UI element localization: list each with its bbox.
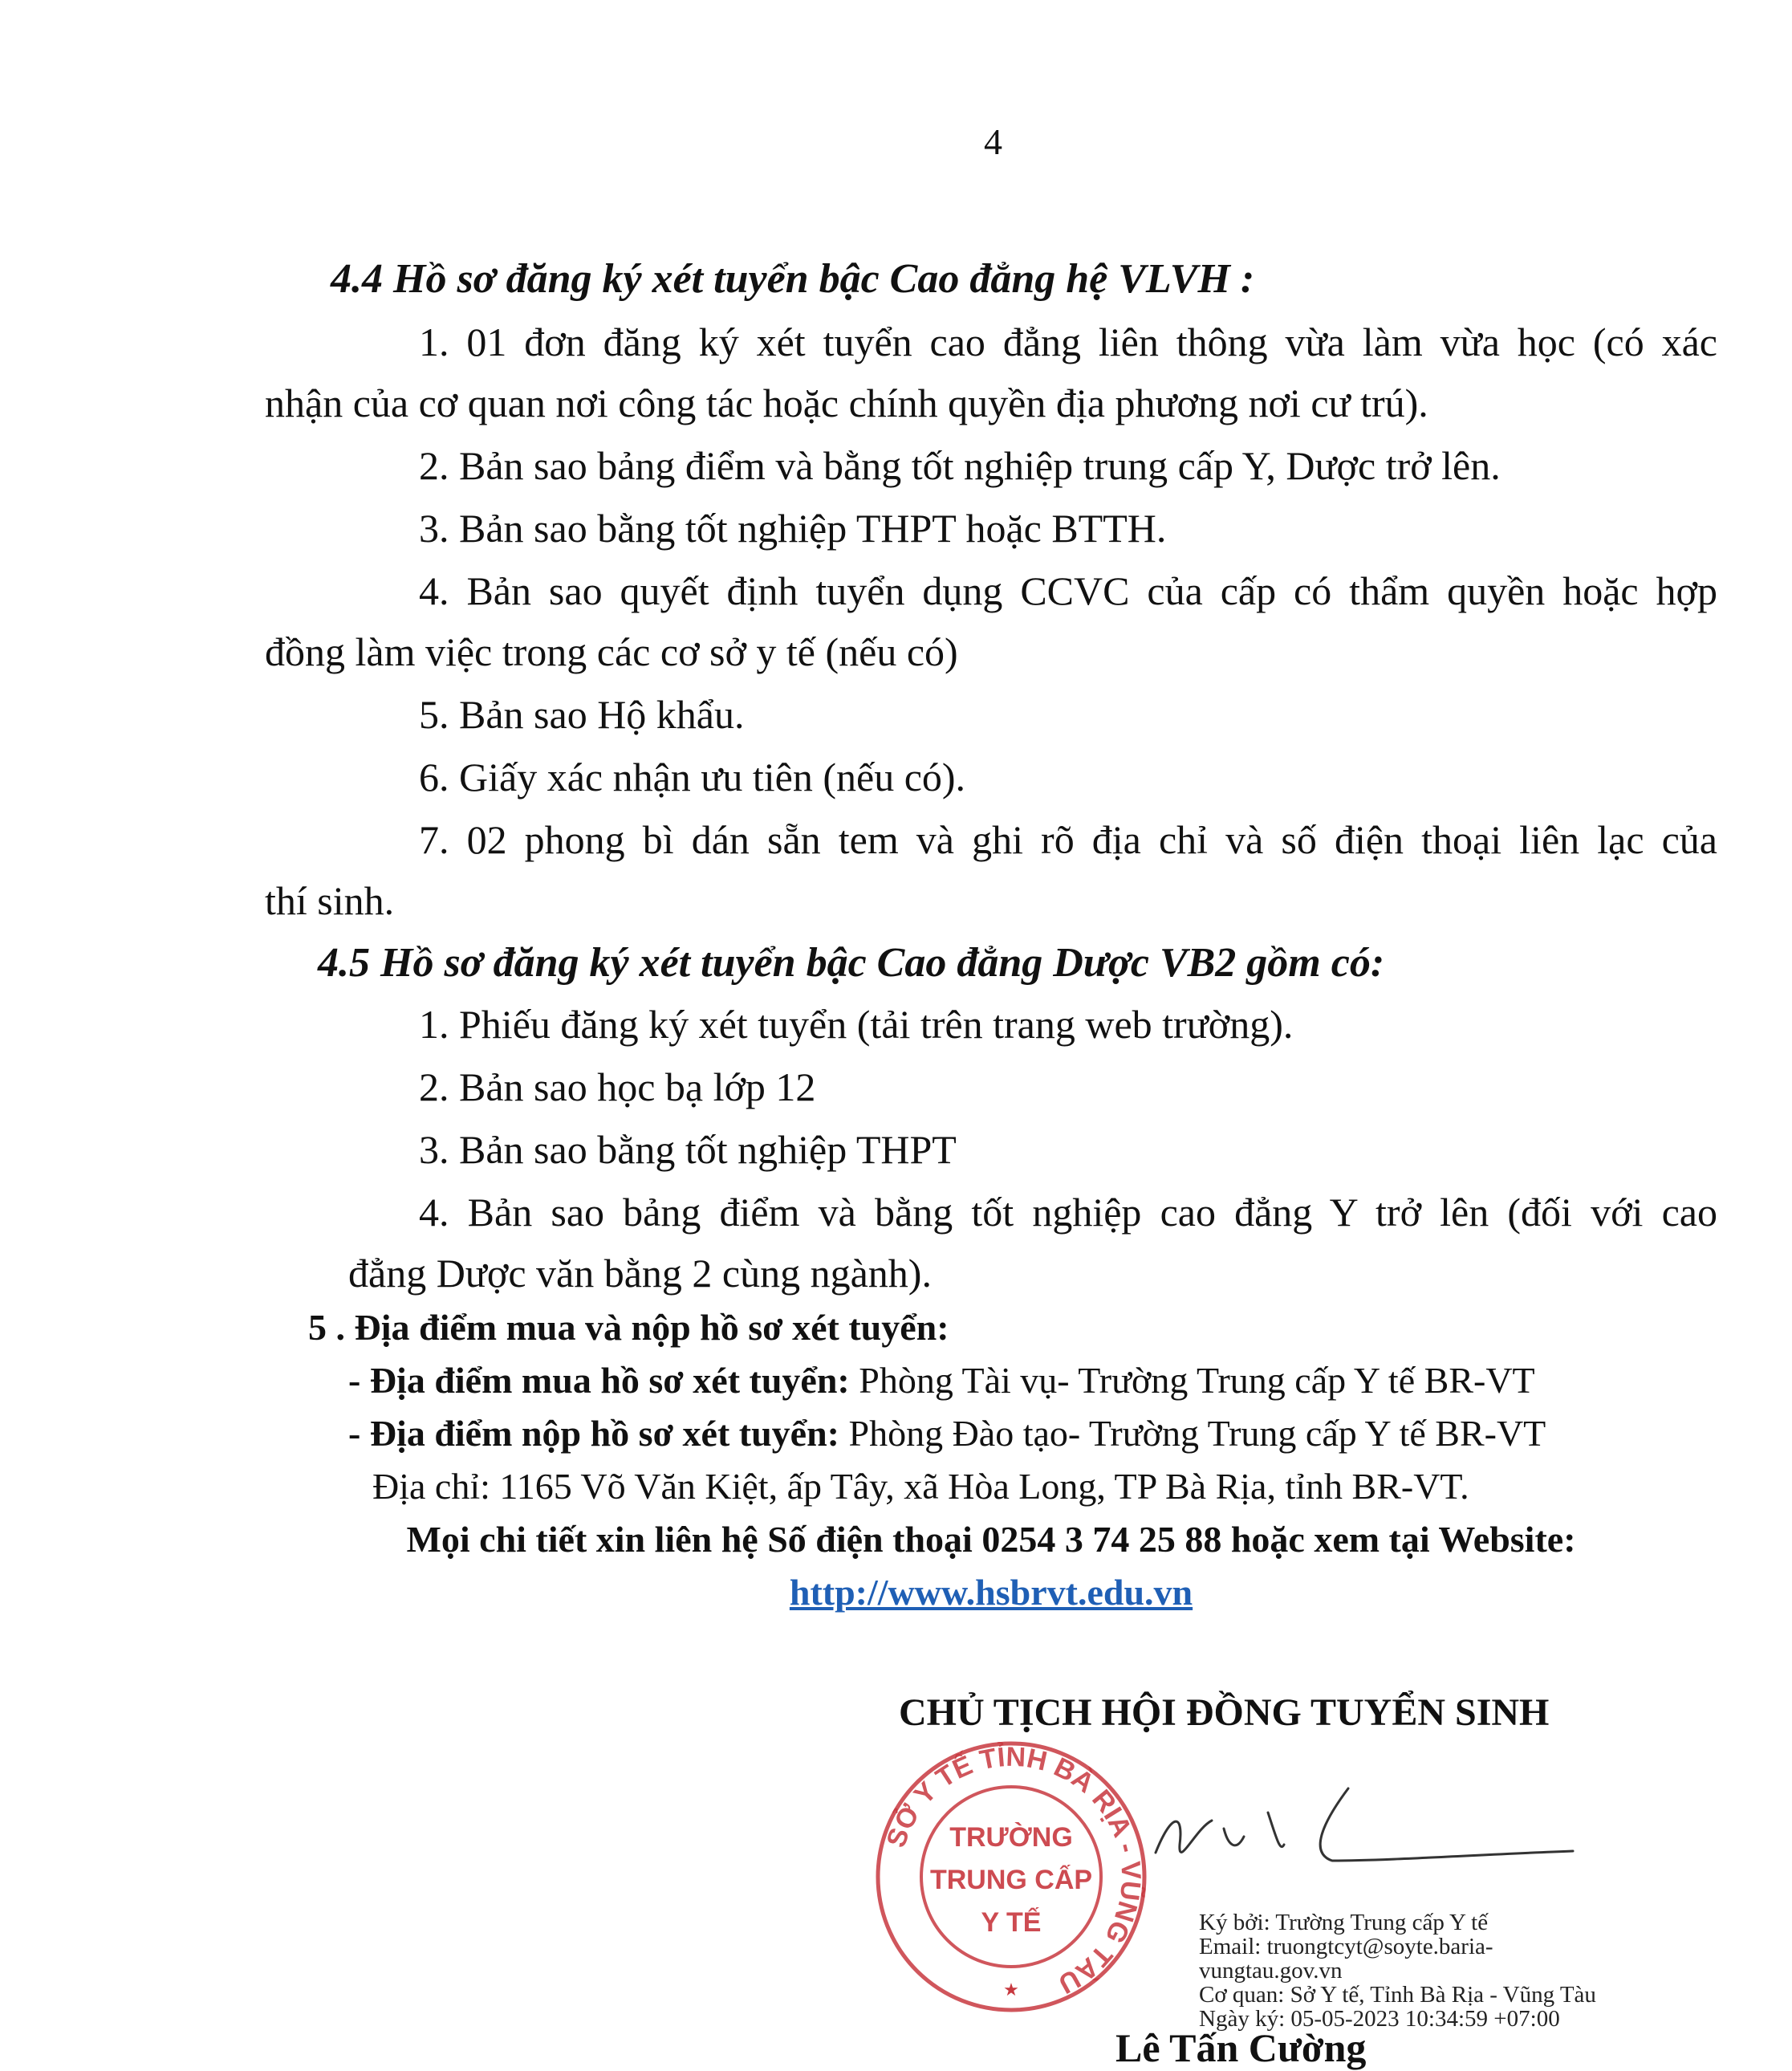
list-item-continuation: đẳng Dược văn bằng 2 cùng ngành). [348, 1251, 932, 1296]
submit-location [348, 1410, 1546, 1458]
list-item-continuation: đồng làm việc trong các cơ sở y tế (nếu có) [265, 629, 958, 674]
list-item: 4. Bản sao quyết định tuyển dụng CCVC của cấp có thẩm quyền hoặc hợp [419, 568, 1717, 613]
digital-signature-line: vungtau.gov.vn [1199, 1958, 1343, 1984]
list-item-continuation: thí sinh. [265, 878, 395, 923]
submit-location-value: Phòng Đào tạo- Trường Trung cấp Y tế BR-VT [839, 1413, 1546, 1454]
section-4-5-heading: 4.5 Hồ sơ đăng ký xét tuyển bậc Cao đẳng Dược VB2 gồm có: [318, 940, 1385, 986]
list-item: 3. Bản sao bằng tốt nghiệp THPT [419, 1127, 957, 1172]
svg-text:★: ★ [1003, 1979, 1019, 2000]
signature-title: CHỦ TỊCH HỘI ĐỒNG TUYỂN SINH [899, 1691, 1550, 1734]
official-seal [875, 1740, 1148, 2013]
contact-line: Mọi chi tiết xin liên hệ Số điện thoại 0254 3 74 25 88 hoặc xem tại Website: [406, 1519, 1576, 1560]
list-item: 2. Bản sao bảng điểm và bằng tốt nghiệp trung cấp Y, Dược trở lên. [419, 443, 1501, 488]
list-item-continuation: nhận của cơ quan nơi công tác hoặc chính quyền địa phương nơi cư trú). [265, 380, 1428, 425]
svg-text:TRUNG CẤP: TRUNG CẤP [929, 1865, 1093, 1895]
handwritten-signature [1148, 1780, 1581, 1885]
svg-text:SỞ Y TẾ TỈNH BÀ RỊA - VŨNG TÀU: SỞ Y TẾ TỈNH BÀ RỊA - VŨNG TÀU [880, 1741, 1147, 2000]
digital-signature-line: Email: truongtcyt@soyte.baria- [1199, 1934, 1493, 1959]
website-link[interactable]: http://www.hsbrvt.edu.vn [789, 1572, 1193, 1613]
buy-location-label: - Địa điểm mua hồ sơ xét tuyển: [348, 1360, 850, 1401]
digital-signature-info [1199, 1910, 1596, 2031]
list-item: 1. Phiếu đăng ký xét tuyển (tải trên trang web trường). [419, 1002, 1294, 1047]
section-4-4-heading: 4.4 Hồ sơ đăng ký xét tuyển bậc Cao đẳng hệ VLVH : [331, 256, 1255, 302]
buy-location [348, 1357, 1535, 1405]
digital-signature-line: Ngày ký: 05-05-2023 10:34:59 +07:00 [1199, 2006, 1560, 2032]
list-item: 7. 02 phong bì dán sẵn tem và ghi rõ địa chỉ và số điện thoại liên lạc của [419, 817, 1717, 862]
section-5-heading: 5 . Địa điểm mua và nộp hồ sơ xét tuyển: [308, 1307, 949, 1348]
list-item: 5. Bản sao Hộ khẩu. [419, 692, 745, 737]
list-item: 1. 01 đơn đăng ký xét tuyển cao đẳng liên thông vừa làm vừa học (có xác [419, 319, 1717, 364]
signer-name: Lê Tấn Cường [1115, 2025, 1367, 2070]
list-item: 3. Bản sao bằng tốt nghiệp THPT hoặc BTTH. [419, 506, 1167, 551]
svg-text:Y TẾ: Y TẾ [981, 1907, 1042, 1938]
address: Địa chỉ: 1165 Võ Văn Kiệt, ấp Tây, xã Hòa Long, TP Bà Rịa, tỉnh BR-VT. [372, 1466, 1469, 1507]
list-item: 2. Bản sao học bạ lớp 12 [419, 1064, 816, 1109]
buy-location-value: Phòng Tài vụ- Trường Trung cấp Y tế BR-VT [849, 1360, 1535, 1401]
list-item: 6. Giấy xác nhận ưu tiên (nếu có). [419, 755, 966, 800]
digital-signature-line: Ký bởi: Trường Trung cấp Y tế [1199, 1910, 1489, 1935]
digital-signature-line: Cơ quan: Sở Y tế, Tỉnh Bà Rịa - Vũng Tàu [1199, 1982, 1596, 2008]
list-item: 4. Bản sao bảng điểm và bằng tốt nghiệp cao đẳng Y trở lên (đối với cao [419, 1190, 1717, 1235]
svg-text:TRƯỜNG: TRƯỜNG [949, 1822, 1073, 1853]
submit-location-label: - Địa điểm nộp hồ sơ xét tuyển: [348, 1413, 839, 1454]
page-number: 4 [984, 121, 1002, 162]
